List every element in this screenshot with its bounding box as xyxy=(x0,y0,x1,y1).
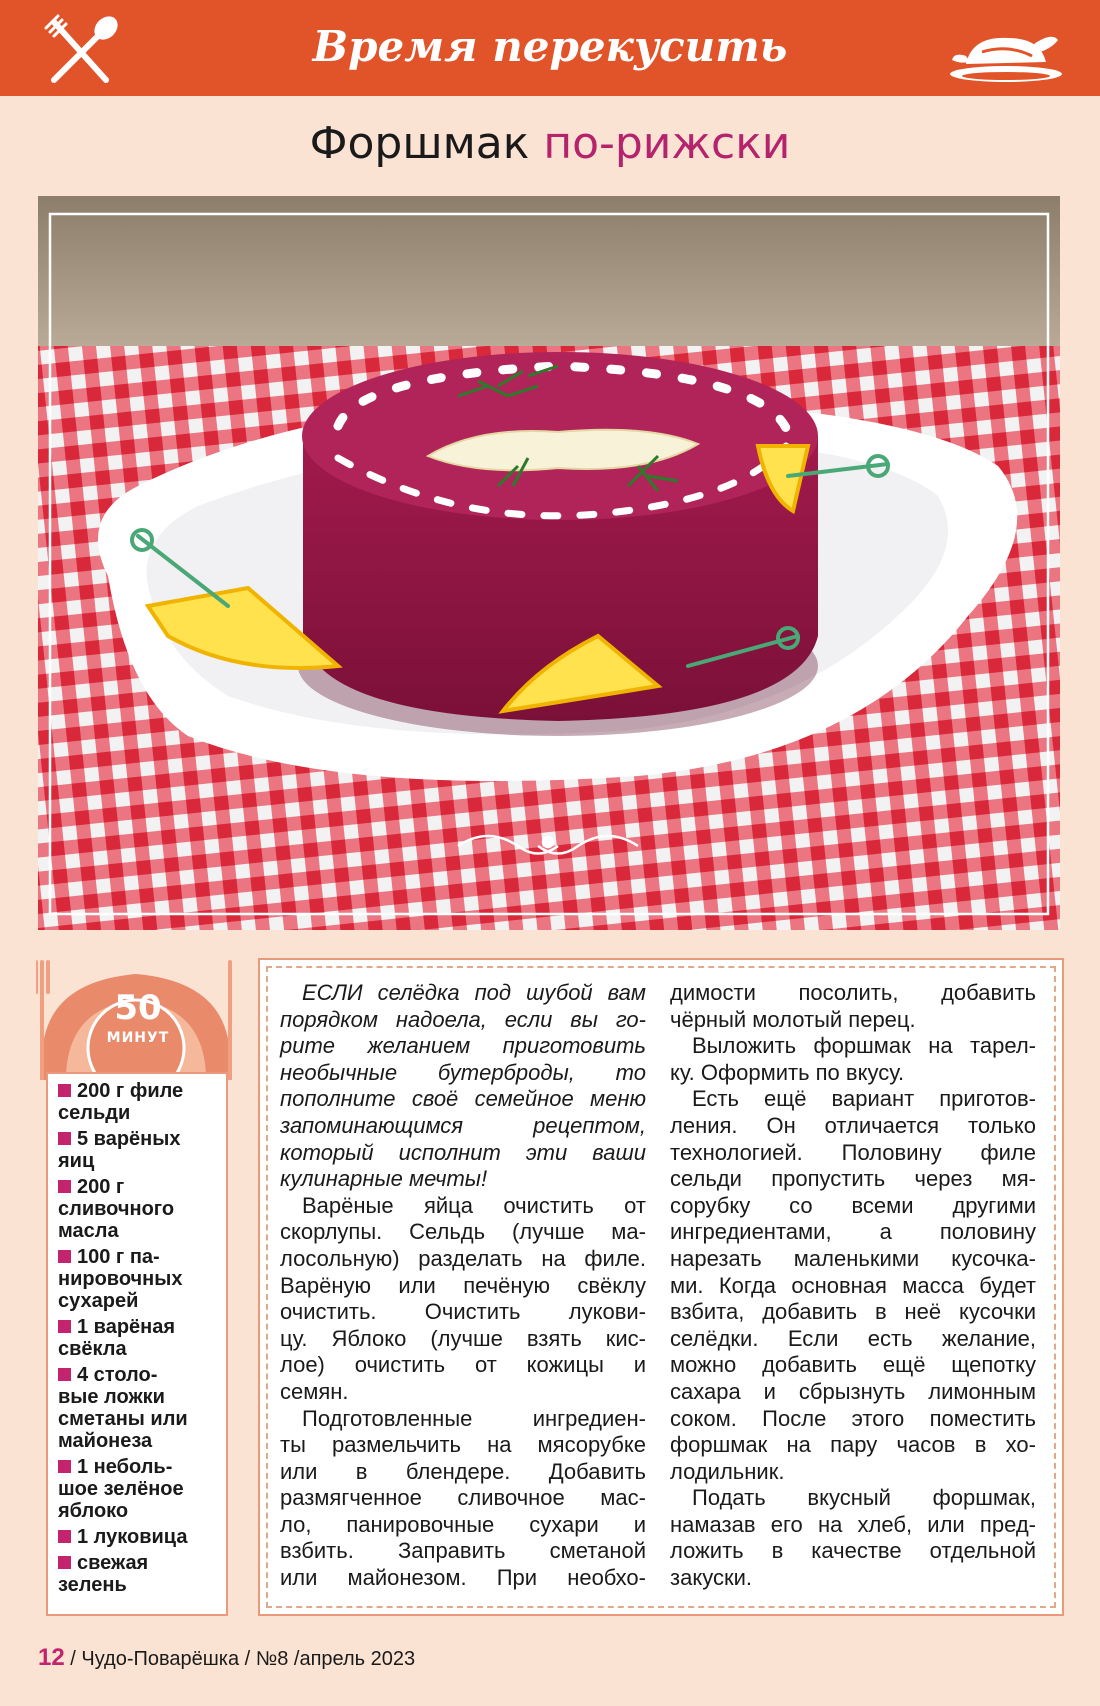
ingredient-item: 1 варёная свёкла xyxy=(58,1316,176,1360)
page-footer xyxy=(38,1644,415,1672)
text-line: можно добавить ещё щепотку xyxy=(670,1352,1036,1378)
text-line: ингредиентами, а половину xyxy=(670,1219,1036,1245)
cooking-time-value: 50 xyxy=(114,988,162,1028)
text-line: взбить. Заправить сметаной xyxy=(280,1538,646,1564)
text-line: взбита, добавить в неё кусочки xyxy=(670,1299,1036,1325)
ingredient-item: 4 столо- вые ложки сметаны или майонеза xyxy=(58,1364,188,1452)
bullet-square-icon xyxy=(58,1460,71,1473)
ingredient-item: 1 луковица xyxy=(58,1526,220,1548)
text-line: скорлупы. Сельдь (лучше ма- xyxy=(280,1219,646,1245)
text-line: Есть ещё вариант приготов- xyxy=(692,1086,1036,1112)
text-line: димости посолить, добавить xyxy=(670,980,1036,1005)
text-line: ления. Он отличается только xyxy=(670,1112,1036,1138)
method-paragraph xyxy=(280,1193,646,1406)
method-paragraph xyxy=(670,1033,1036,1086)
text-line: который исполнит эти ваши xyxy=(280,1139,646,1165)
text-line: Варёные яйца очистить от xyxy=(302,1192,646,1218)
bullet-square-icon xyxy=(58,1250,71,1263)
text-line: сорубку со всеми другими xyxy=(670,1192,1036,1218)
roast-chicken-icon xyxy=(948,26,1064,84)
text-line: намазав его на хлеб, или пред- xyxy=(670,1511,1036,1537)
bullet-square-icon xyxy=(58,1368,71,1381)
text-line: Подготовленные ингредиен- xyxy=(302,1405,646,1431)
serving-paragraph xyxy=(670,1485,1036,1591)
bullet-square-icon xyxy=(58,1320,71,1333)
bullet-square-icon xyxy=(58,1084,71,1097)
text-line: семян. xyxy=(280,1378,349,1404)
text-line: чёрный молотый перец. xyxy=(670,1006,916,1032)
ingredients-list xyxy=(46,1072,228,1616)
text-line: ложить в качестве отдельной xyxy=(670,1538,1036,1564)
text-line: рите желанием приготовить xyxy=(280,1033,646,1059)
text-line: очистить. Очистить лукови- xyxy=(280,1299,646,1325)
ingredient-item: свежая зелень xyxy=(58,1552,149,1596)
text-line: лосольную) разделать на филе. xyxy=(280,1245,646,1271)
text-line: порядком надоела, если вы го- xyxy=(280,1006,646,1032)
text-line: ло, панировочные сухари и xyxy=(280,1511,646,1537)
text-line: закуски. xyxy=(670,1565,752,1591)
ingredient-item: 200 г сливочного масла xyxy=(58,1176,175,1242)
section-banner xyxy=(0,0,1100,96)
publication-info: / Чудо-Поварёшка / №8 /апрель 2023 xyxy=(64,1648,416,1670)
text-line: лодильник. xyxy=(670,1458,785,1484)
text-line: технологией. Половину филе xyxy=(670,1139,1036,1165)
text-line: нарезать маленькими кусочка- xyxy=(670,1245,1036,1271)
text-line: размягченное сливочное мас- xyxy=(280,1485,646,1511)
ingredient-item: 1 неболь- шое зелёное яблоко xyxy=(58,1456,184,1522)
text-column-1 xyxy=(280,980,646,1592)
ingredient-item: 5 варёных яиц xyxy=(58,1128,181,1172)
intro-paragraph xyxy=(280,980,646,1193)
text-line: соком. После этого поместить xyxy=(670,1405,1036,1431)
recipe-title-accent: по-рижски xyxy=(543,118,791,169)
cooking-time-unit: МИНУТ xyxy=(106,1030,170,1046)
text-line: цу. Яблоко (лучше взять кис- xyxy=(280,1325,646,1351)
text-line: селёдки. Если есть желание, xyxy=(670,1325,1036,1351)
text-line: сахара и сбрызнуть лимонным xyxy=(670,1378,1036,1404)
bullet-square-icon xyxy=(58,1530,71,1543)
text-line: ЕСЛИ селёдка под шубой вам xyxy=(302,980,646,1005)
bullet-square-icon xyxy=(58,1180,71,1193)
text-line: форшмак на пару часов в хо- xyxy=(670,1432,1036,1458)
text-line: ми. Когда основная масса будет xyxy=(670,1272,1036,1298)
recipe-title xyxy=(0,118,1100,169)
method-paragraph xyxy=(280,1406,646,1592)
text-line: или в блендере. Добавить xyxy=(280,1458,646,1484)
bullet-square-icon xyxy=(58,1556,71,1569)
text-line: лое) очистить от кожицы и xyxy=(280,1352,646,1378)
text-line: сельди пропустить через мя- xyxy=(670,1166,1036,1192)
text-line: запоминающимся рецептом, xyxy=(280,1112,646,1138)
text-line: ты размельчить на мясорубке xyxy=(280,1432,646,1458)
text-line: кулинарные мечты! xyxy=(280,1166,488,1192)
text-line: ку. Оформить по вкусу. xyxy=(670,1059,905,1085)
recipe-title-main: Форшмак xyxy=(309,118,544,169)
text-line: Выложить форшмак на тарел- xyxy=(692,1033,1036,1059)
ingredient-item: 200 г филе сельди xyxy=(58,1080,184,1124)
bullet-square-icon xyxy=(58,1132,71,1145)
text-line: пополните своё семейное меню xyxy=(280,1086,646,1112)
text-line: необычные бутерброды, то xyxy=(280,1059,646,1085)
text-column-2 xyxy=(670,980,1036,1592)
variant-paragraph xyxy=(670,1086,1036,1485)
recipe-text-panel xyxy=(258,958,1064,1616)
text-line: Подать вкусный форшмак, xyxy=(692,1485,1036,1511)
dish-photo xyxy=(38,196,1060,930)
text-line: Варёную или печёную свёклу xyxy=(280,1272,646,1298)
ingredient-item: 100 г па- нировочных сухарей xyxy=(58,1246,183,1312)
section-title: Время перекусить xyxy=(312,22,788,71)
page-number: 12 xyxy=(38,1644,65,1671)
method-paragraph xyxy=(670,980,1036,1033)
text-line: или майонезом. При необхо- xyxy=(280,1565,646,1591)
